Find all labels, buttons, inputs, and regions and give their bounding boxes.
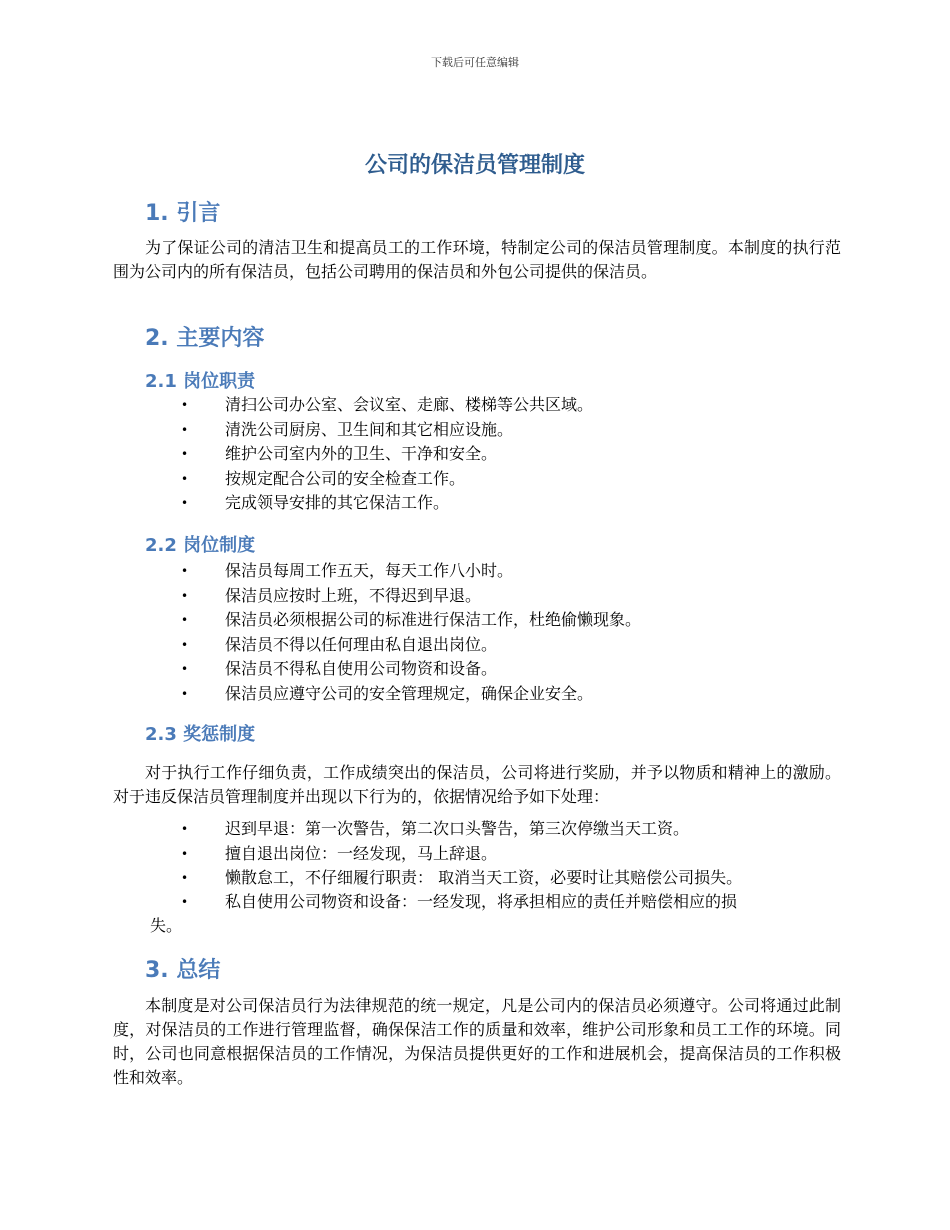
list-item — [0, 467, 950, 492]
list-item-text: 迟到早退：第一次警告，第二次口头警告，第三次停缴当天工资。 — [225, 819, 690, 838]
bullet-icon: • — [181, 871, 189, 885]
list-item — [0, 393, 950, 418]
section-heading-intro: 1. 引言 — [145, 201, 221, 226]
bullet-icon: • — [181, 398, 189, 412]
intro-paragraph: 为了保证公司的清洁卫生和提高员工的工作环境，特制定公司的保洁员管理制度。本制度的执行范围为公司内的所有保洁员，包括公司聘用的保洁员和外包公司提供的保洁员。 — [113, 238, 841, 281]
subsection-heading-rewards-penalties: 2.3 奖惩制度 — [145, 724, 256, 745]
list-item-text: 保洁员不得私自使用公司物资和设备。 — [225, 659, 498, 678]
list-item — [0, 817, 950, 842]
bullet-icon: • — [181, 637, 189, 652]
section-heading-main-content: 2. 主要内容 — [145, 326, 265, 351]
bullet-icon: • — [181, 895, 189, 909]
bullet-icon: • — [181, 588, 189, 603]
list-item — [0, 682, 950, 707]
rules-list — [0, 559, 950, 706]
list-item — [0, 842, 950, 867]
subsection-heading-rules: 2.2 岗位制度 — [145, 535, 256, 556]
penalties-list — [0, 817, 950, 891]
rewards-paragraph: 对于执行工作仔细负责，工作成绩突出的保洁员，公司将进行奖励，并予以物质和精神上的激励。对于违反保洁员管理制度并出现以下行为的，依据情况给予如下处理： — [113, 763, 841, 806]
bullet-icon: • — [181, 422, 189, 437]
list-item-text: 清洗公司厨房、卫生间和其它相应设施。 — [225, 419, 514, 439]
bullet-icon: • — [181, 447, 189, 461]
list-item — [0, 442, 950, 467]
list-item — [0, 633, 950, 658]
list-item-text: 保洁员每周工作五天，每天工作八小时。 — [225, 561, 514, 580]
bullet-icon: • — [181, 662, 189, 676]
list-item-text: 保洁员应遵守公司的安全管理规定，确保企业安全。 — [225, 683, 594, 703]
duties-list — [0, 393, 950, 516]
list-item-text: 按规定配合公司的安全检查工作。 — [225, 468, 466, 488]
list-item — [0, 584, 950, 609]
list-item — [0, 866, 950, 891]
list-item — [0, 559, 950, 584]
list-item — [0, 657, 950, 682]
list-item-text: 擅自退出岗位：一经发现，马上辞退。 — [225, 843, 498, 863]
list-item-text: 私自使用公司物资和设备：一经发现，将承担相应的责任并赔偿相应的损 — [225, 892, 738, 911]
header-note: 下载后可任意编辑 — [431, 56, 519, 69]
bullet-icon: • — [181, 564, 189, 578]
document-title: 公司的保洁员管理制度 — [364, 153, 585, 178]
list-item — [0, 608, 950, 633]
list-item-text: 保洁员应按时上班，不得迟到早退。 — [225, 585, 482, 605]
bullet-icon: • — [181, 613, 189, 627]
list-item-text: 清扫公司办公室、会议室、走廊、楼梯等公共区域。 — [225, 395, 594, 414]
list-item-text: 维护公司室内外的卫生、干净和安全。 — [225, 444, 498, 463]
list-item-text: 保洁员不得以任何理由私自退出岗位。 — [225, 634, 498, 654]
section-heading-summary: 3. 总结 — [145, 958, 221, 983]
bullet-icon: • — [181, 686, 189, 701]
bullet-icon: • — [181, 496, 189, 510]
list-item-text: 完成领导安排的其它保洁工作。 — [225, 493, 450, 512]
bullet-icon: • — [181, 471, 189, 486]
list-item-text: 懒散怠工，不仔细履行职责： 取消当天工资，必要时让其赔偿公司损失。 — [225, 868, 743, 887]
subsection-heading-duties: 2.1 岗位职责 — [145, 371, 256, 392]
summary-paragraph: 本制度是对公司保洁员行为法律规范的统一规定，凡是公司内的保洁员必须遵守。公司将通过此制度，对保洁员的工作进行管理监督，确保保洁工作的质量和效率，维护公司形象和员工工作的环境。同时，公司也同意根据保洁员的工作情况，为保洁员提供更好的工作和进展机会，提高保洁员的工作积极性和效率。 — [113, 996, 841, 1087]
list-item — [0, 491, 950, 516]
bullet-icon: • — [181, 846, 189, 861]
bullet-icon: • — [181, 822, 189, 836]
list-item — [0, 418, 950, 443]
list-item-text-continued: 失。 — [150, 916, 183, 935]
list-item-text: 保洁员必须根据公司的标准进行保洁工作，杜绝偷懒现象。 — [225, 610, 642, 629]
